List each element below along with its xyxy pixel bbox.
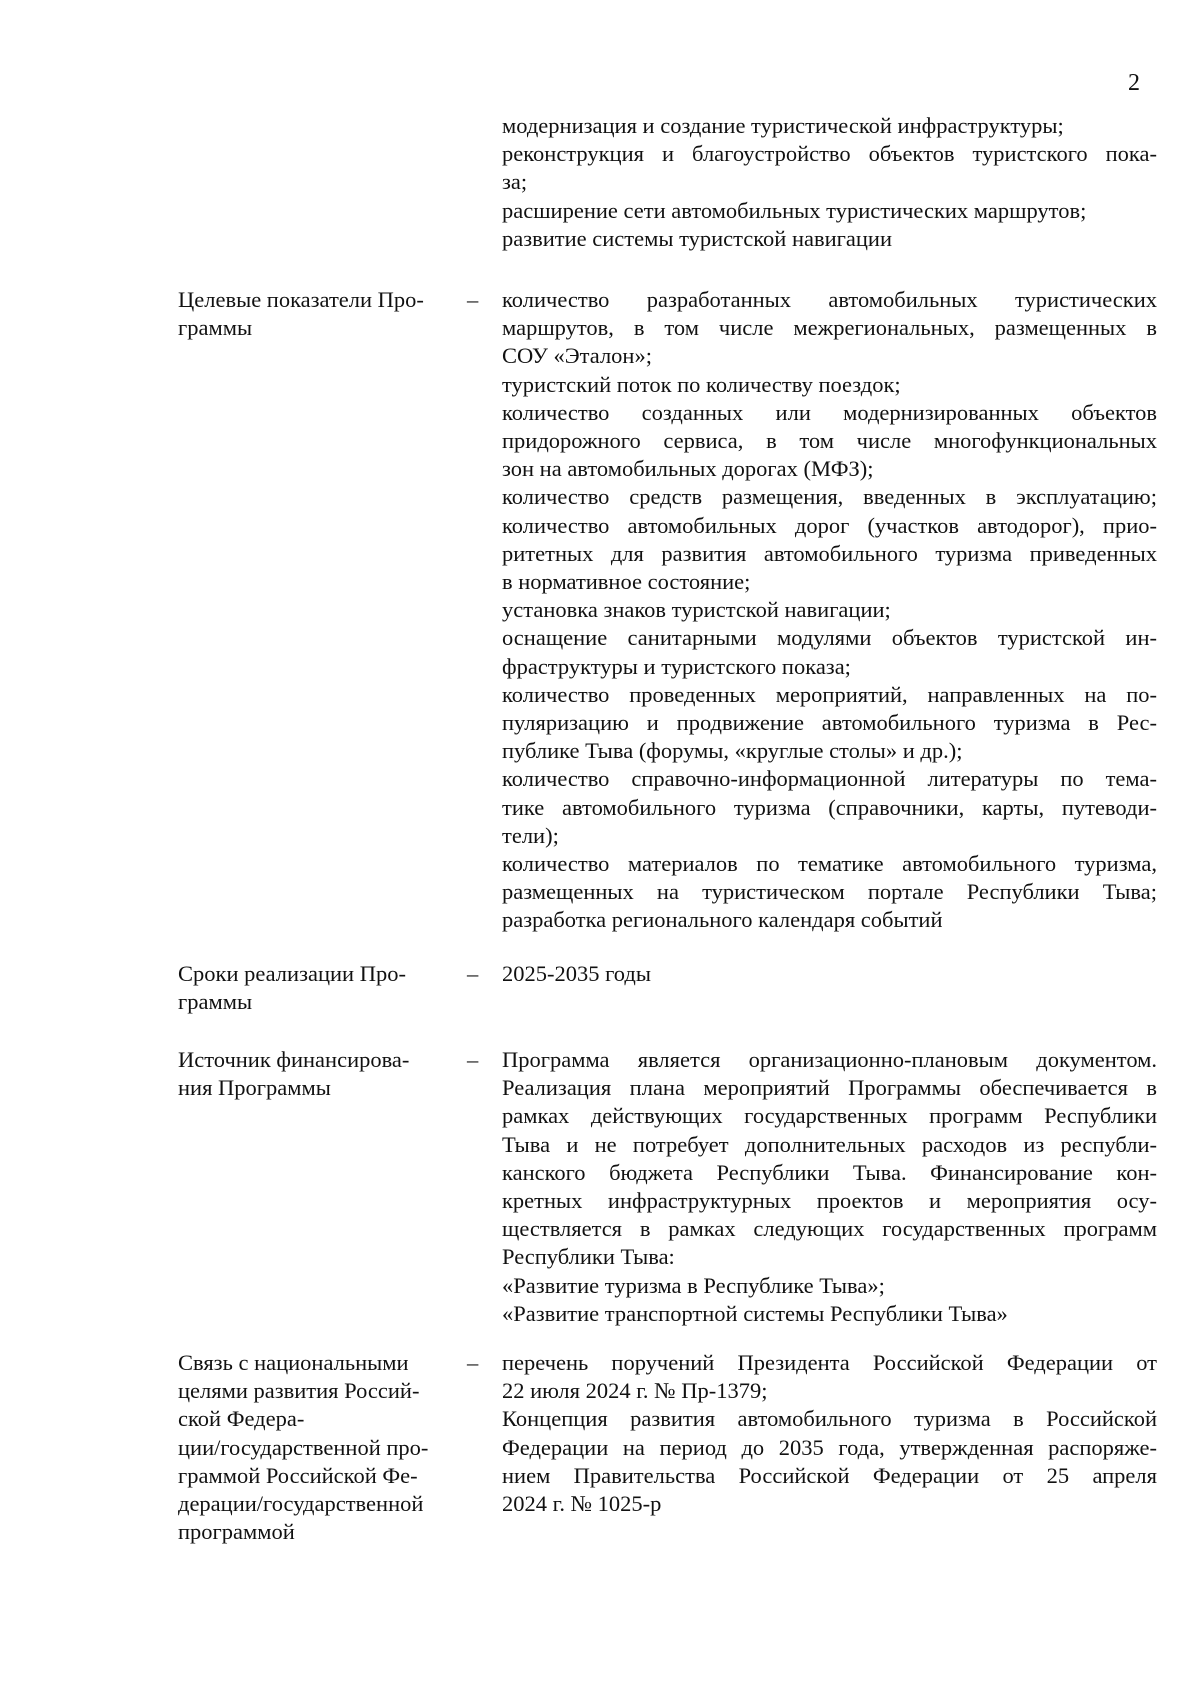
text-line: фраструктуры и туристского показа; (502, 653, 851, 679)
text-line: количество справочно-информационной литературы по тема- (502, 766, 1157, 792)
text-line: пуляризацию и продвижение автомобильного туризма в Рес- (502, 710, 1157, 736)
label-line: Связь с национальными (178, 1350, 409, 1375)
text-line: «Развитие транспортной системы Республики Тыва» (502, 1300, 1008, 1326)
section-content (502, 1349, 1157, 1518)
text-line: 2024 г. № 1025-р (502, 1491, 662, 1517)
text-line: количество созданных или модернизированных объектов (502, 399, 1157, 425)
label-line: ции/государственной про- (178, 1434, 429, 1460)
text-line: публике Тыва (форумы, «круглые столы» и др.); (502, 738, 963, 764)
top-continuation-block (502, 112, 1157, 253)
text-line: кретных инфраструктурных проектов и мероприятия осу- (502, 1188, 1157, 1214)
text-line: размещенных на туристическом портале Республики Тыва; (502, 879, 1157, 905)
text-line: 22 июля 2024 г. № Пр-1379; (502, 1378, 768, 1404)
text-line: Тыва и не потребует дополнительных расходов из республи- (502, 1131, 1157, 1157)
label-line: программой (178, 1519, 295, 1545)
text-line: зон на автомобильных дорогах (МФЗ); (502, 456, 874, 482)
text-line: канского бюджета Республики Тыва. Финансирование кон- (502, 1159, 1157, 1185)
text-line: ритетных для развития автомобильного туризма приведенных (502, 540, 1157, 566)
section-content (502, 1046, 1157, 1328)
label-line: граммы (178, 315, 253, 341)
text-line: модернизация и создание туристической инфраструктуры; (502, 113, 1064, 138)
section-label (178, 1349, 458, 1546)
text-line: нием Правительства Российской Федерации от 25 апреля (502, 1462, 1157, 1488)
text-line: количество материалов по тематике автомобильного туризма, (502, 851, 1157, 877)
text-line: установка знаков туристской навигации; (502, 597, 891, 623)
section-content (502, 960, 1157, 988)
text-line: Концепция развития автомобильного туризма в Российской (502, 1406, 1157, 1432)
section-label (178, 960, 458, 1016)
text-line: ществляется в рамках следующих государственных программ (502, 1216, 1157, 1242)
text-line: тике автомобильного туризма (справочники, карты, путеводи- (502, 794, 1157, 820)
dash-separator: – (467, 1350, 479, 1375)
page-number: 2 (1128, 70, 1140, 96)
text-line: реконструкция и благоустройство объектов туристского пока- (502, 141, 1157, 167)
text-line: оснащение санитарными модулями объектов туристской ин- (502, 625, 1157, 651)
text-line: количество разработанных автомобильных туристических (502, 287, 1157, 312)
text-line: перечень поручений Президента Российской Федерации от (502, 1350, 1157, 1375)
section-label (178, 286, 458, 342)
label-line: граммой Российской Фе- (178, 1462, 418, 1488)
label-line: дерации/государственной (178, 1491, 424, 1517)
dash-separator: – (467, 1047, 479, 1072)
text-line: разработка регионального календаря событий (502, 907, 943, 933)
text-line: в нормативное состояние; (502, 569, 751, 595)
text-line: придорожного сервиса, в том числе многофункциональных (502, 428, 1157, 454)
text-line: количество средств размещения, введенных в эксплуатацию; (502, 484, 1157, 510)
text-line: количество проведенных мероприятий, направленных на по- (502, 681, 1157, 707)
section-content (502, 286, 1157, 935)
label-line: Целевые показатели Про- (178, 287, 424, 312)
text-line: рамках действующих государственных программ Республики (502, 1103, 1157, 1129)
dash-separator: – (467, 287, 479, 312)
section-label (178, 1046, 458, 1102)
text-line: Республики Тыва: (502, 1244, 675, 1270)
text-line: расширение сети автомобильных туристических маршрутов; (502, 197, 1087, 223)
text-line: Программа является организационно-плановым документом. (502, 1047, 1157, 1072)
text-line: маршрутов, в том числе межрегиональных, размещенных в (502, 315, 1157, 341)
dash-separator: – (467, 961, 479, 986)
text-line: СОУ «Эталон»; (502, 343, 652, 369)
label-line: ния Программы (178, 1075, 331, 1101)
text-line: количество автомобильных дорог (участков автодорог), прио- (502, 512, 1157, 538)
text-line: 2025-2035 годы (502, 961, 651, 986)
text-line: за; (502, 169, 528, 195)
text-line: Федерации на период до 2035 года, утвержденная распоряже- (502, 1434, 1157, 1460)
label-line: целями развития Россий- (178, 1378, 420, 1404)
label-line: ской Федера- (178, 1406, 305, 1432)
text-line: туристский поток по количеству поездок; (502, 371, 901, 397)
text-line: Реализация плана мероприятий Программы обеспечивается в (502, 1075, 1157, 1101)
text-line: тели); (502, 822, 559, 848)
text-line: развитие системы туристской навигации (502, 225, 892, 251)
label-line: граммы (178, 989, 253, 1015)
label-line: Источник финансирова- (178, 1047, 410, 1072)
text-line: «Развитие туризма в Республике Тыва»; (502, 1272, 885, 1298)
label-line: Сроки реализации Про- (178, 961, 406, 986)
